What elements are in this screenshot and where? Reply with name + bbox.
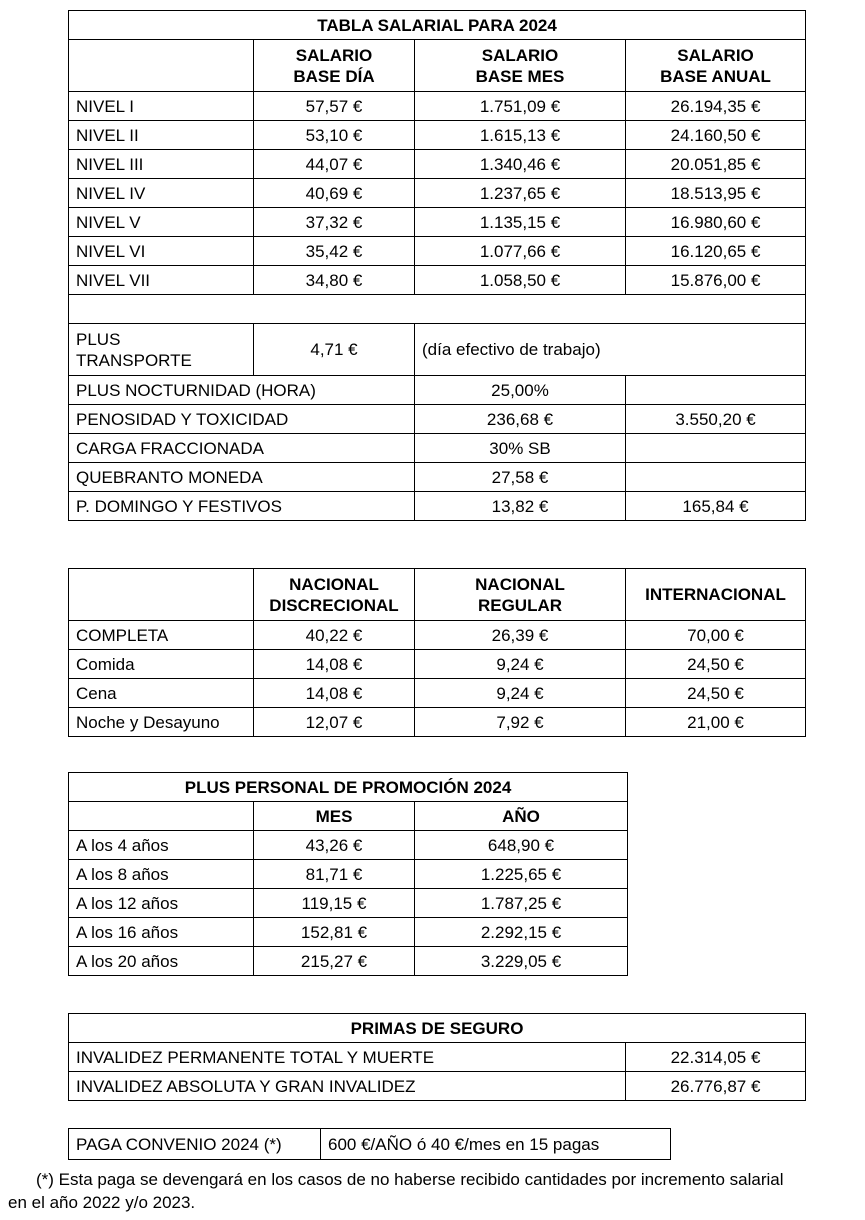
promo-mes: 43,26 € [254, 831, 415, 860]
salario-base-dia: 44,07 € [254, 150, 415, 179]
promo-table-title: PLUS PERSONAL DE PROMOCIÓN 2024 [69, 773, 628, 802]
extra-row [69, 405, 806, 434]
extra-row [69, 376, 806, 405]
salario-base-anual: 15.876,00 € [626, 266, 806, 295]
salario-base-dia: 37,32 € [254, 208, 415, 237]
salario-base-anual: 16.980,60 € [626, 208, 806, 237]
extra-label: QUEBRANTO MONEDA [69, 463, 415, 492]
extra-label: PENOSIDAD Y TOXICIDAD [69, 405, 415, 434]
dietas-row [69, 650, 806, 679]
extra-row [69, 492, 806, 521]
empty-header-cell [69, 802, 254, 831]
promo-mes: 152,81 € [254, 918, 415, 947]
salary-table-title: TABLA SALARIAL PARA 2024 [69, 11, 806, 40]
promo-label: A los 16 años [69, 918, 254, 947]
dieta-label: Cena [69, 679, 254, 708]
promo-anio: 3.229,05 € [415, 947, 628, 976]
salario-base-mes: 1.237,65 € [415, 179, 626, 208]
promo-label: A los 8 años [69, 860, 254, 889]
extra-annual: 165,84 € [626, 492, 806, 521]
level-label: NIVEL VII [69, 266, 254, 295]
nacional-discrecional: 40,22 € [254, 621, 415, 650]
seguro-label: INVALIDEZ ABSOLUTA Y GRAN INVALIDEZ [69, 1072, 626, 1101]
promo-label: A los 20 años [69, 947, 254, 976]
dietas-row [69, 621, 806, 650]
extra-label: PLUS NOCTURNIDAD (HORA) [69, 376, 415, 405]
seguro-value: 22.314,05 € [626, 1043, 806, 1072]
level-label: NIVEL VI [69, 237, 254, 266]
nacional-regular: 9,24 € [415, 679, 626, 708]
footnote [8, 1168, 865, 1214]
salary-row [69, 150, 806, 179]
salary-row [69, 266, 806, 295]
promo-mes: 215,27 € [254, 947, 415, 976]
promo-mes: 81,71 € [254, 860, 415, 889]
promo-row [69, 889, 628, 918]
extra-row [69, 463, 806, 492]
dietas-table [68, 568, 806, 737]
internacional: 70,00 € [626, 621, 806, 650]
internacional: 24,50 € [626, 679, 806, 708]
footnote-line-2: en el año 2022 y/o 2023. [8, 1193, 196, 1212]
dietas-row [69, 679, 806, 708]
header-salario-base-mes: SALARIO BASE MES [415, 40, 626, 92]
internacional: 24,50 € [626, 650, 806, 679]
plus-transporte-row [69, 324, 806, 376]
empty-header-cell [69, 40, 254, 92]
extra-value: 236,68 € [415, 405, 626, 434]
extra-annual [626, 463, 806, 492]
extra-label: P. DOMINGO Y FESTIVOS [69, 492, 415, 521]
nacional-discrecional: 14,08 € [254, 650, 415, 679]
plus-transporte-note: (día efectivo de trabajo) [415, 324, 806, 376]
promo-row [69, 831, 628, 860]
header-nacional-regular: NACIONAL REGULAR [415, 569, 626, 621]
salary-row [69, 208, 806, 237]
salario-base-anual: 24.160,50 € [626, 121, 806, 150]
salario-base-mes: 1.615,13 € [415, 121, 626, 150]
salary-table-header-row [69, 40, 806, 92]
salario-base-dia: 53,10 € [254, 121, 415, 150]
empty-header-cell [69, 569, 254, 621]
salario-base-mes: 1.077,66 € [415, 237, 626, 266]
promo-anio: 1.225,65 € [415, 860, 628, 889]
seguro-label: INVALIDEZ PERMANENTE TOTAL Y MUERTE [69, 1043, 626, 1072]
salario-base-anual: 26.194,35 € [626, 92, 806, 121]
nacional-discrecional: 14,08 € [254, 679, 415, 708]
header-internacional: INTERNACIONAL [626, 569, 806, 621]
salary-row [69, 92, 806, 121]
salario-base-dia: 40,69 € [254, 179, 415, 208]
extra-label: CARGA FRACCIONADA [69, 434, 415, 463]
header-salario-base-dia: SALARIO BASE DÍA [254, 40, 415, 92]
extra-annual [626, 434, 806, 463]
internacional: 21,00 € [626, 708, 806, 737]
paga-convenio-label: PAGA CONVENIO 2024 (*) [69, 1129, 321, 1160]
spacer-row [69, 295, 806, 324]
nacional-regular: 26,39 € [415, 621, 626, 650]
extra-value: 25,00% [415, 376, 626, 405]
promo-label: A los 12 años [69, 889, 254, 918]
extra-annual: 3.550,20 € [626, 405, 806, 434]
promo-mes: 119,15 € [254, 889, 415, 918]
nacional-regular: 9,24 € [415, 650, 626, 679]
salario-base-dia: 57,57 € [254, 92, 415, 121]
promo-anio: 2.292,15 € [415, 918, 628, 947]
header-nacional-discrecional: NACIONAL DISCRECIONAL [254, 569, 415, 621]
extra-value: 27,58 € [415, 463, 626, 492]
nacional-regular: 7,92 € [415, 708, 626, 737]
extra-value: 30% SB [415, 434, 626, 463]
promo-title-row [69, 773, 628, 802]
seguro-row [69, 1043, 806, 1072]
header-mes: MES [254, 802, 415, 831]
header-anio: AÑO [415, 802, 628, 831]
salary-table-title-row [69, 11, 806, 40]
dieta-label: COMPLETA [69, 621, 254, 650]
seguro-title-row [69, 1014, 806, 1043]
promo-header-row [69, 802, 628, 831]
salario-base-anual: 20.051,85 € [626, 150, 806, 179]
level-label: NIVEL IV [69, 179, 254, 208]
seguro-row [69, 1072, 806, 1101]
salario-base-mes: 1.058,50 € [415, 266, 626, 295]
header-salario-base-anual: SALARIO BASE ANUAL [626, 40, 806, 92]
seguro-table [68, 1013, 806, 1101]
level-label: NIVEL III [69, 150, 254, 179]
nacional-discrecional: 12,07 € [254, 708, 415, 737]
dieta-label: Noche y Desayuno [69, 708, 254, 737]
salary-table [68, 10, 806, 521]
paga-convenio-table [68, 1128, 671, 1160]
plus-transporte-label: PLUS TRANSPORTE [69, 324, 254, 376]
promo-anio: 1.787,25 € [415, 889, 628, 918]
salary-row [69, 121, 806, 150]
salario-base-mes: 1.340,46 € [415, 150, 626, 179]
extra-row [69, 434, 806, 463]
plus-transporte-value: 4,71 € [254, 324, 415, 376]
promo-table [68, 772, 628, 976]
promo-row [69, 947, 628, 976]
salary-row [69, 237, 806, 266]
salary-row [69, 179, 806, 208]
dieta-label: Comida [69, 650, 254, 679]
footnote-line-1: (*) Esta paga se devengará en los casos de no haberse recibido cantidades por incremento salarial [36, 1170, 784, 1189]
paga-convenio-row [69, 1129, 671, 1160]
dietas-row [69, 708, 806, 737]
level-label: NIVEL V [69, 208, 254, 237]
salario-base-dia: 35,42 € [254, 237, 415, 266]
promo-row [69, 860, 628, 889]
extra-annual [626, 376, 806, 405]
seguro-table-title: PRIMAS DE SEGURO [69, 1014, 806, 1043]
level-label: NIVEL II [69, 121, 254, 150]
salario-base-anual: 18.513,95 € [626, 179, 806, 208]
level-label: NIVEL I [69, 92, 254, 121]
promo-anio: 648,90 € [415, 831, 628, 860]
salario-base-mes: 1.751,09 € [415, 92, 626, 121]
paga-convenio-value: 600 €/AÑO ó 40 €/mes en 15 pagas [321, 1129, 671, 1160]
promo-row [69, 918, 628, 947]
seguro-value: 26.776,87 € [626, 1072, 806, 1101]
salario-base-anual: 16.120,65 € [626, 237, 806, 266]
salario-base-dia: 34,80 € [254, 266, 415, 295]
dietas-header-row [69, 569, 806, 621]
salario-base-mes: 1.135,15 € [415, 208, 626, 237]
promo-label: A los 4 años [69, 831, 254, 860]
extra-value: 13,82 € [415, 492, 626, 521]
